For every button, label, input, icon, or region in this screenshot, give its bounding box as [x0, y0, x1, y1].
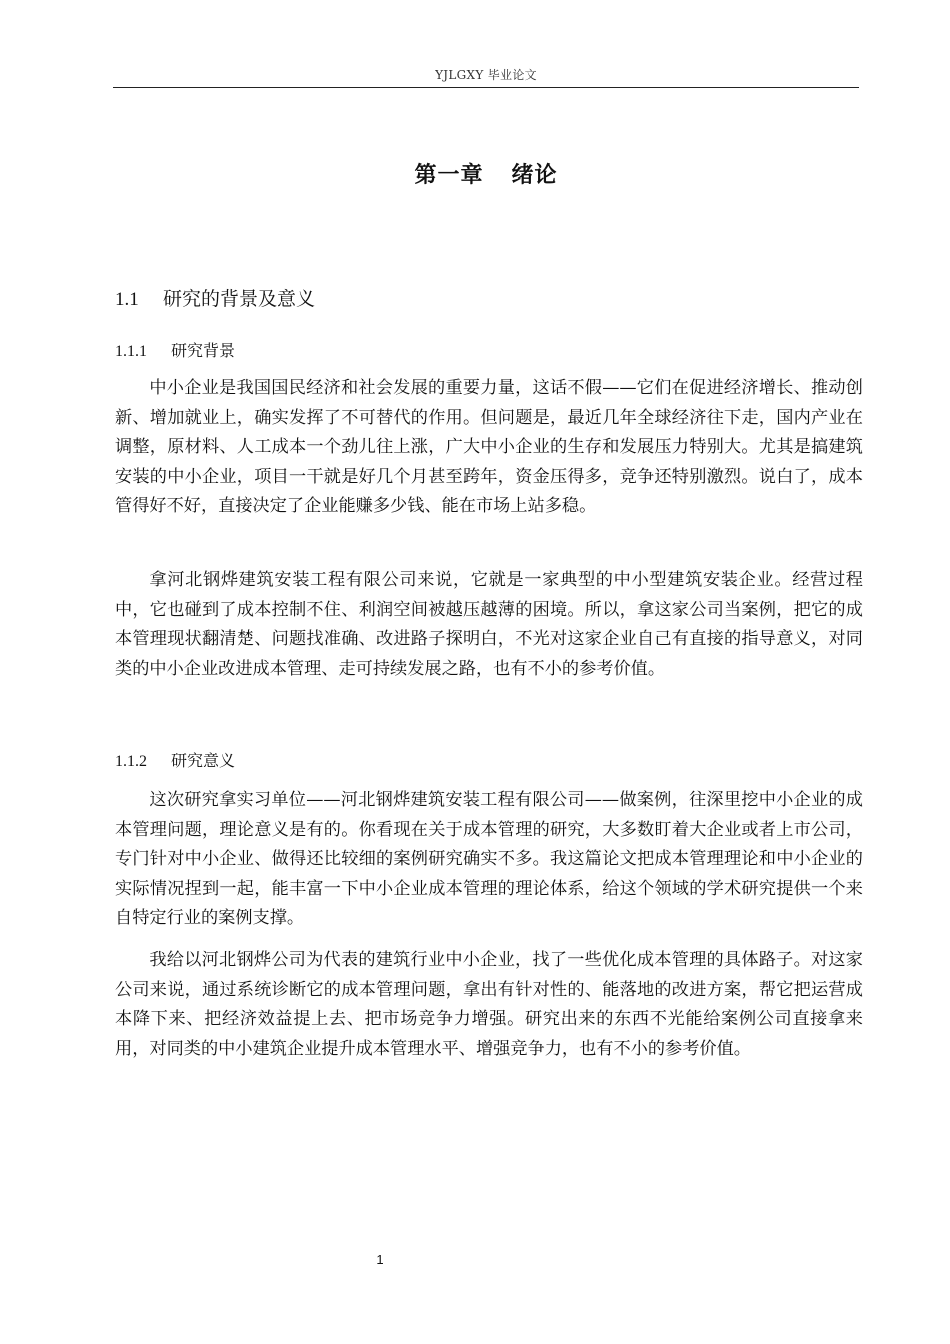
- subsection-heading-1-1-1: [115, 338, 235, 361]
- paragraph: 我给以河北钢烨公司为代表的建筑行业中小企业，找了一些优化成本管理的具体路子。对这家公司来说，通过系统诊断它的成本管理问题，拿出有针对性的、能落地的改进方案，帮它把运营成本降下来、把经济效益提上去、把市场竞争力增强。研究出来的东西不光能给案例公司直接拿来用，对同类的中小建筑企业提升成本管理水平、增强竞争力，也有不小的参考价值。: [115, 950, 863, 1059]
- subsection-title: 研究背景: [171, 341, 236, 360]
- paragraph: 拿河北钢烨建筑安装工程有限公司来说，它就是一家典型的中小型建筑安装企业。经营过程中，它也碰到了成本控制不住、利润空间被越压越薄的困境。所以，拿这家公司当案例，把它的成本管理现状翻清楚、问题找准确、改进路子探明白，不光对这家企业自己有直接的指导意义，对同类的中小企业改进成本管理、走可持续发展之路，也有不小的参考价值。: [115, 570, 863, 679]
- page-number: 1: [376, 1252, 384, 1267]
- subsection-number: 1.1.1: [115, 343, 147, 360]
- header-divider: [113, 87, 859, 88]
- subsection-heading-1-1-2: [115, 748, 235, 771]
- paragraph: 中小企业是我国国民经济和社会发展的重要力量，这话不假——它们在促进经济增长、推动创新、增加就业上，确实发挥了不可替代的作用。但问题是，最近几年全球经济往下走，国内产业在调整，原材料、人工成本一个劲儿往上涨，广大中小企业的生存和发展压力特别大。尤其是搞建筑安装的中小企业，项目一干就是好几个月甚至跨年，资金压得多，竞争还特别激烈。说白了，成本管得好不好，直接决定了企业能赚多少钱、能在市场上站多稳。: [115, 378, 863, 516]
- chapter-name: 绪论: [511, 163, 558, 188]
- subsection-title: 研究意义: [171, 751, 236, 770]
- section-number: 1.1: [115, 289, 139, 310]
- running-header: YJLGXY 毕业论文: [435, 68, 537, 82]
- chapter-label: 第一章: [414, 163, 484, 188]
- section-title: 研究的背景及意义: [163, 288, 316, 310]
- paragraph: 这次研究拿实习单位——河北钢烨建筑安装工程有限公司——做案例，往深里挖中小企业的成本管理问题，理论意义是有的。你看现在关于成本管理的研究，大多数盯着大企业或者上市公司，专门针对中小企业、做得还比较细的案例研究确实不多。我这篇论文把成本管理理论和中小企业的实际情况捏到一起，能丰富一下中小企业成本管理的理论体系，给这个领域的学术研究提供一个来自特定行业的案例支撑。: [115, 790, 863, 928]
- chapter-title: [113, 158, 859, 189]
- section-heading-1-1: [115, 284, 315, 311]
- subsection-number: 1.1.2: [115, 753, 147, 770]
